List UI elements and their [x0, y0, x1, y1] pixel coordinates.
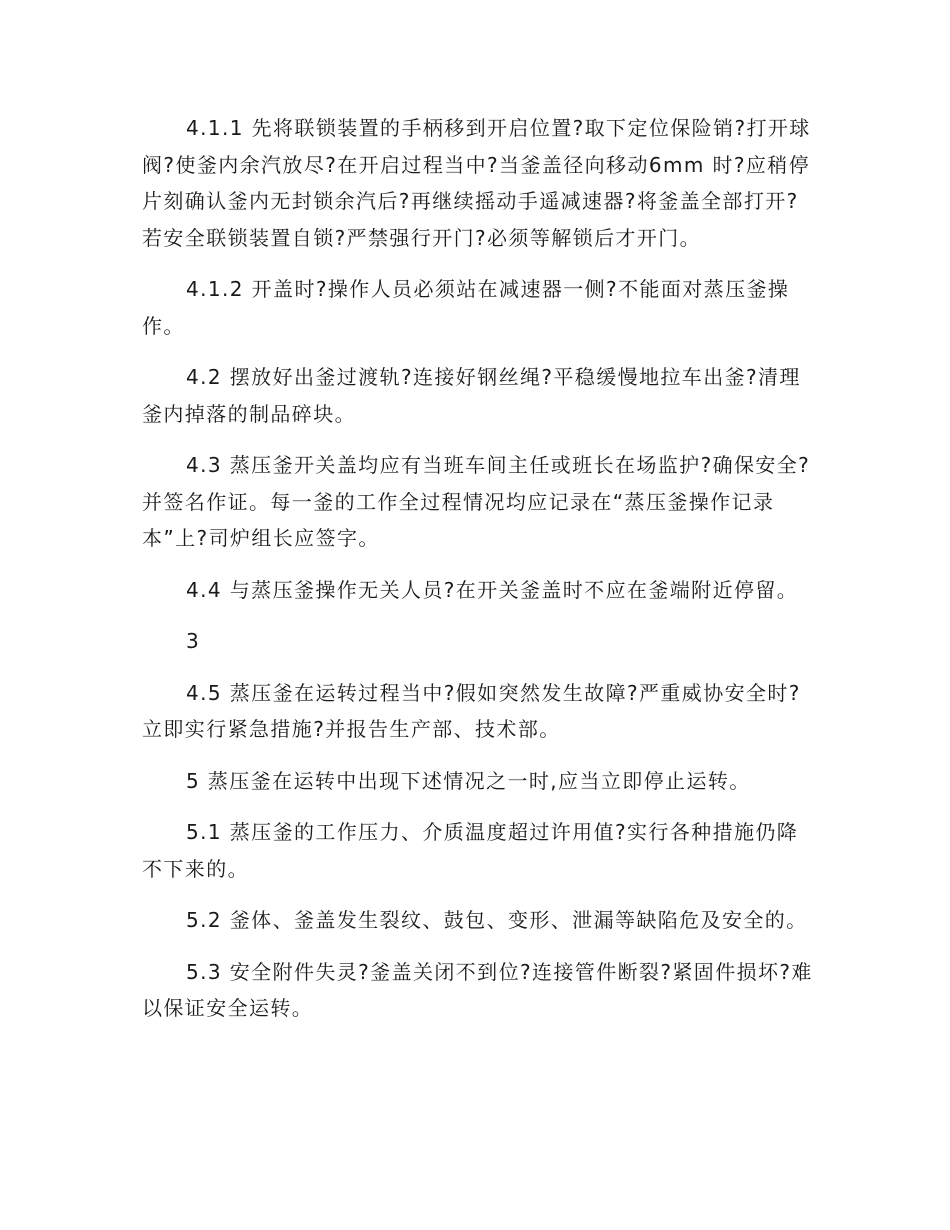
paragraph-5-1: 5.1 蒸压釜的工作压力、介质温度超过许用值?实行各种措施仍降不下来的。 — [142, 820, 799, 881]
paragraph-4-2: 4.2 摆放好出釜过渡轨?连接好钢丝绳?平稳缓慢地拉车出釜?清理釜内掉落的制品碎块。 — [142, 365, 801, 426]
paragraph-4-1-2: 4.1.2 开盖时?操作人员必须站在减速器一侧?不能面对蒸压釜操作。 — [142, 277, 790, 338]
paragraph-5-2: 5.2 釜体、釜盖发生裂纹、鼓包、变形、泄漏等缺陷危及安全的。 — [186, 908, 808, 932]
document-body — [142, 110, 814, 1042]
paragraph-4-3: 4.3 蒸压釜开关盖均应有当班车间主任或班长在场监护?确保安全?并签名作证。每一釜的工作全过程情况均应记录在“蒸压釜操作记录本”上?司炉组长应签字。 — [142, 453, 811, 550]
paragraph-4-5: 4.5 蒸压釜在运转过程当中?假如突然发生故障?严重威协安全时?立即实行紧急措施?并报告生产部、技术部。 — [142, 680, 801, 741]
paragraph-5: 5 蒸压釜在运转中出现下述情况之一时,应当立即停止运转。 — [186, 768, 751, 793]
paragraph-4-4: 4.4 与蒸压釜操作无关人员?在开关釜盖时不应在釜端附近停留。 — [186, 577, 799, 602]
page-number: 3 — [186, 629, 201, 653]
paragraph-4-1-1: 4.1.1 先将联锁装置的手柄移到开启位置?取下定位保险销?打开球阀?使釜内余汽放尽?在开启过程当中?当釜盖径向移动6mm 时?应稍停片刻确认釜内无封锁余汽后?再继续摇动手遥减速器?将釜盖全部打开?若安全联锁装置自锁?严禁强行开门?必须等解锁后才开门。 — [142, 116, 811, 250]
paragraph-5-3: 5.3 安全附件失灵?釜盖关闭不到位?连接管件断裂?紧固件损坏?难以保证安全运转。 — [142, 959, 813, 1020]
